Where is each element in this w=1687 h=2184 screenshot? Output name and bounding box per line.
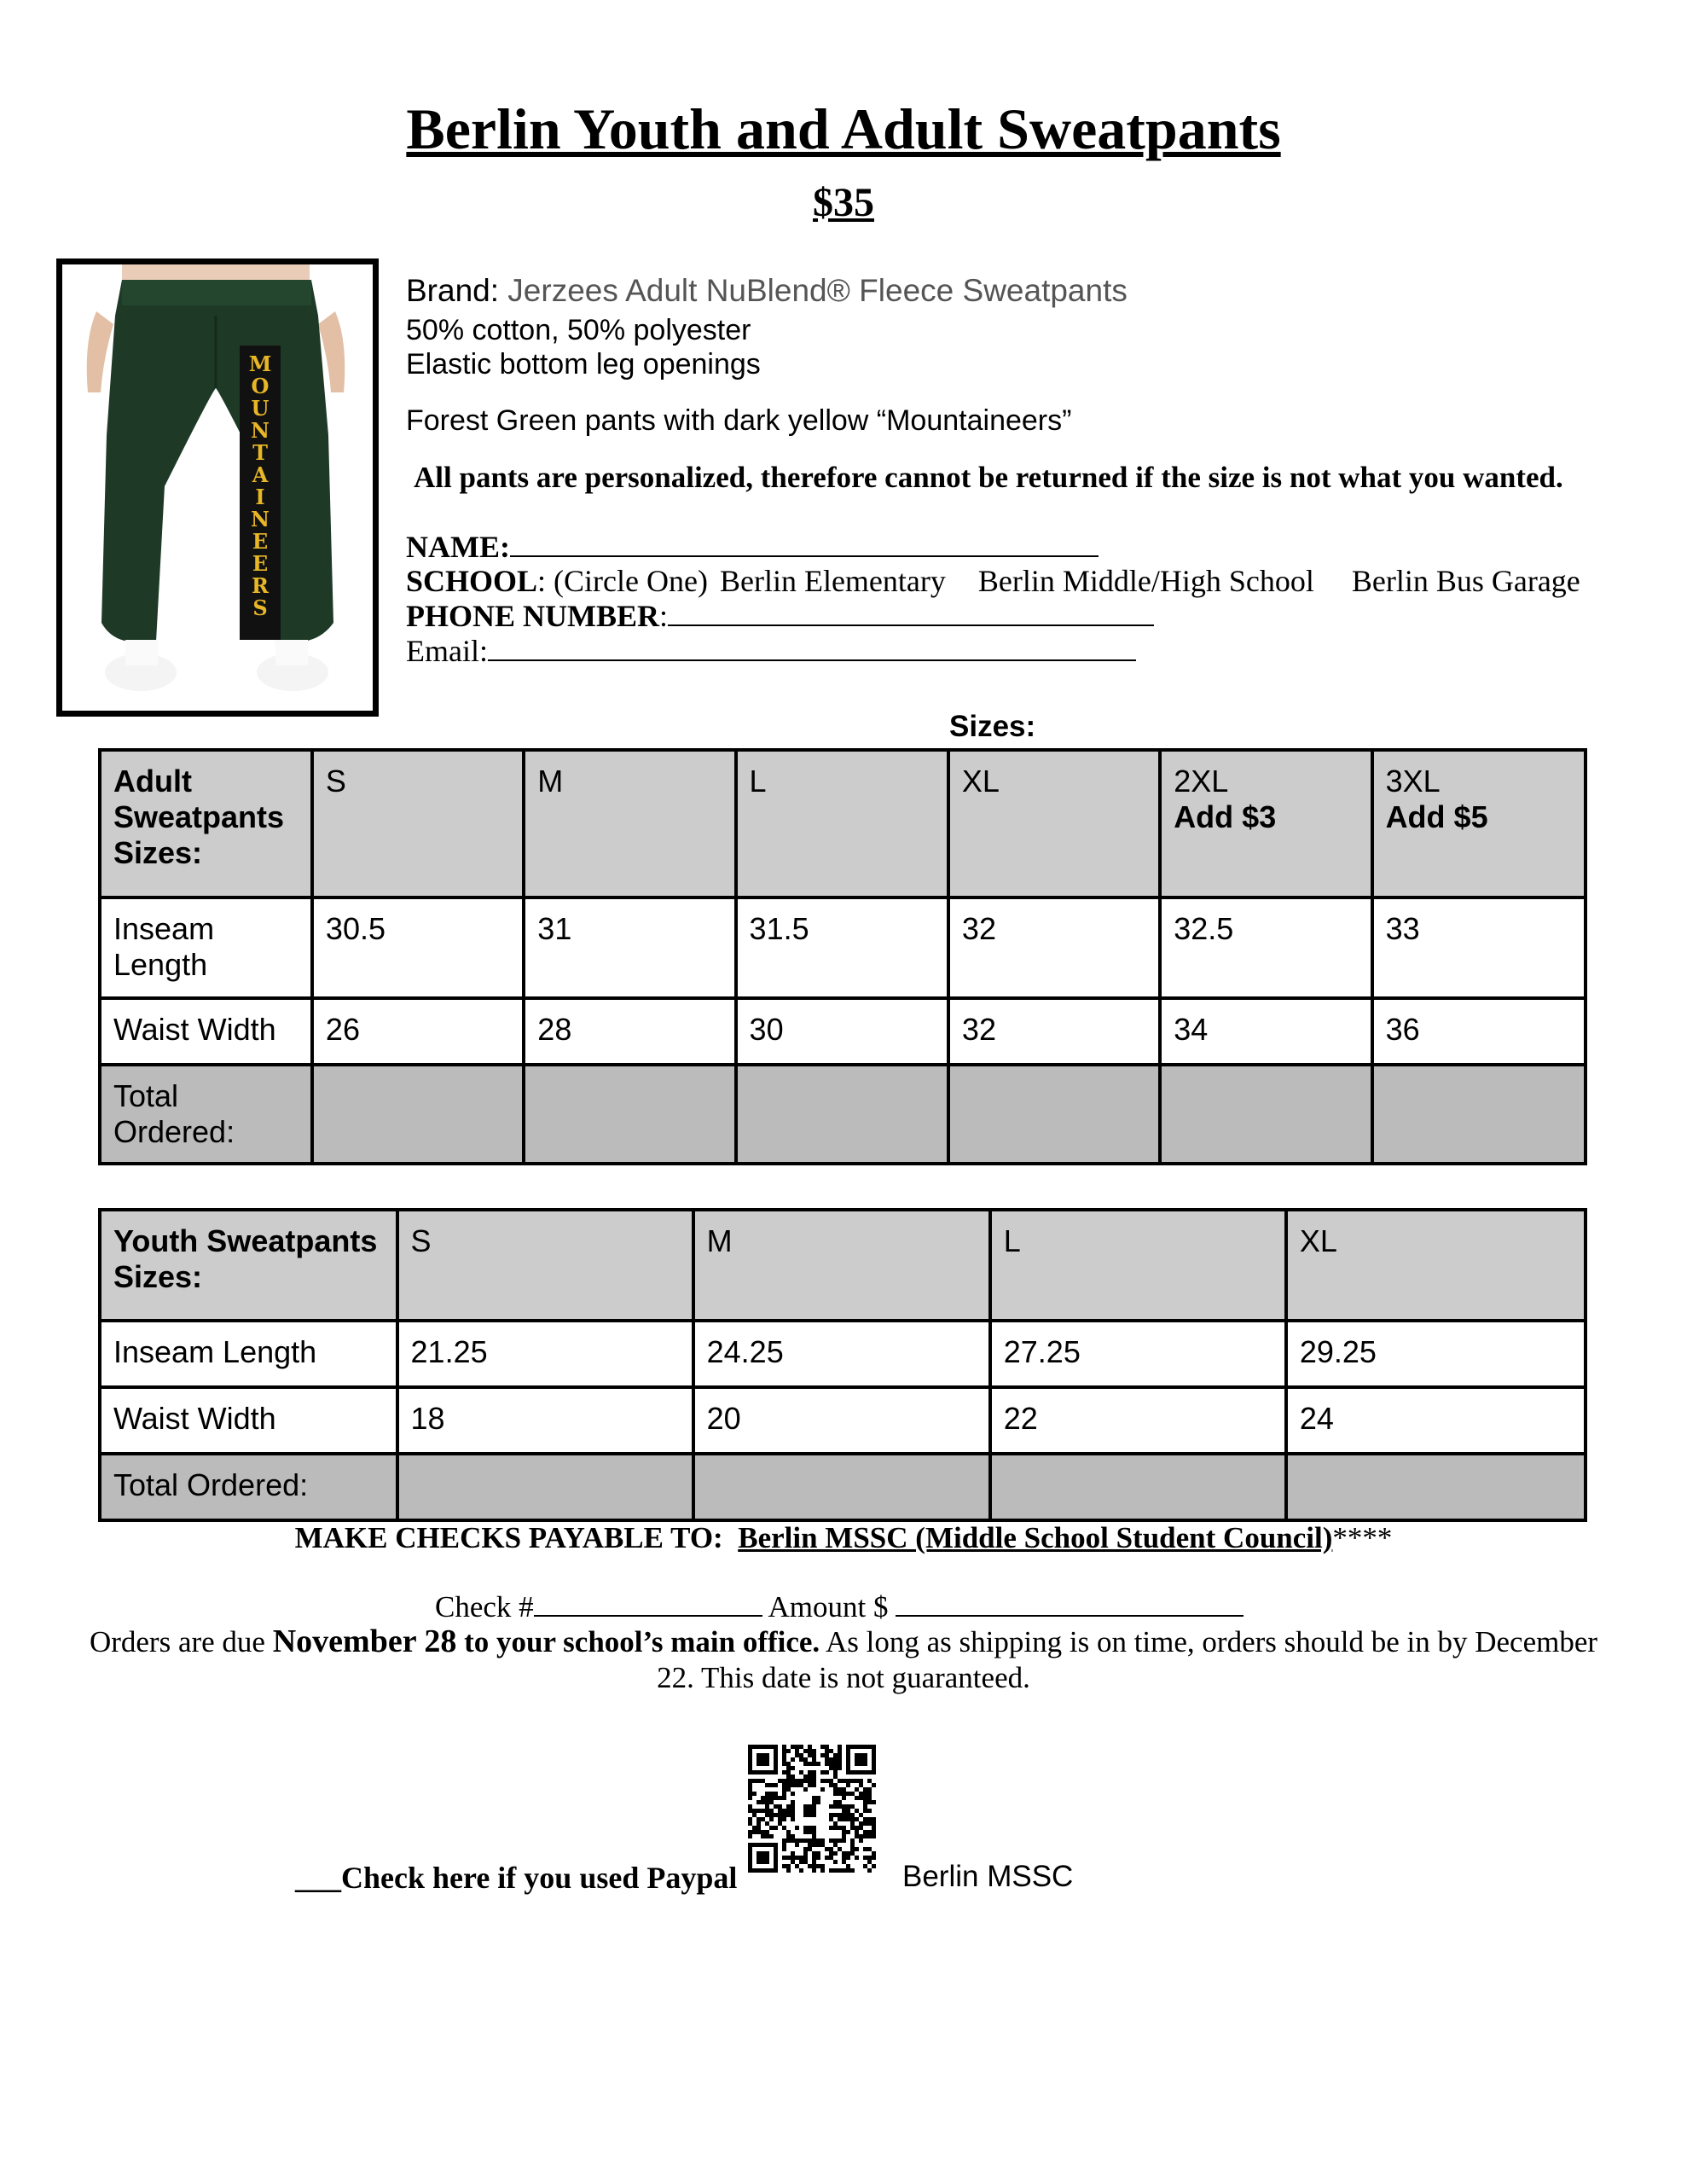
waist-cell: 32 — [948, 998, 1160, 1065]
school-hint: : (Circle One) — [537, 564, 708, 598]
waist-cell: 28 — [524, 998, 735, 1065]
amount-label: Amount $ — [768, 1590, 889, 1623]
youth-size-table — [98, 1208, 1587, 1522]
adult-size-cell — [312, 750, 524, 897]
table-row — [100, 1210, 1586, 1321]
size-label: M — [537, 764, 564, 799]
inseam-cell: 31.5 — [736, 897, 948, 998]
table-row — [100, 897, 1586, 998]
adult-size-cell — [1160, 750, 1371, 897]
school-field — [406, 563, 1580, 599]
phone-label: PHONE NUMBER — [406, 599, 659, 633]
email-field[interactable] — [406, 633, 1136, 669]
sizes-heading: Sizes: — [949, 710, 1036, 743]
payee: Berlin MSSC (Middle School Student Council) — [738, 1521, 1333, 1554]
qr-caption: Berlin MSSC — [902, 1860, 1074, 1893]
size-label: L — [749, 764, 767, 799]
name-field[interactable] — [406, 529, 1099, 565]
youth-size-cell: XL — [1286, 1210, 1586, 1321]
inseam-cell: 27.25 — [990, 1321, 1286, 1387]
inseam-cell: 33 — [1372, 897, 1586, 998]
total-ordered-cell[interactable] — [1372, 1065, 1586, 1164]
paypal-qr-code[interactable] — [748, 1745, 876, 1873]
school-option-middle-high[interactable]: Berlin Middle/High School — [977, 564, 1314, 598]
inseam-cell: 32 — [948, 897, 1160, 998]
waist-cell: 36 — [1372, 998, 1586, 1065]
email-line[interactable] — [488, 634, 1136, 661]
total-ordered-cell[interactable] — [397, 1454, 693, 1520]
due-place: to your school’s main office. — [464, 1625, 820, 1658]
total-ordered-cell[interactable] — [1160, 1065, 1371, 1164]
total-ordered-label: Total Ordered: — [100, 1454, 397, 1520]
checks-label: MAKE CHECKS PAYABLE TO: — [294, 1521, 723, 1554]
inseam-cell: 21.25 — [397, 1321, 693, 1387]
adult-size-cell — [948, 750, 1160, 897]
return-policy: All pants are personalized, therefore cannot be returned if the size is not what you wanted. — [414, 461, 1563, 494]
brand-line — [406, 273, 1128, 309]
total-ordered-cell[interactable] — [1286, 1454, 1586, 1520]
waist-cell: 34 — [1160, 998, 1371, 1065]
email-label: Email: — [406, 634, 488, 668]
leg-openings-text: Elastic bottom leg openings — [406, 348, 761, 380]
inseam-cell: 24.25 — [693, 1321, 990, 1387]
name-line[interactable] — [510, 530, 1099, 557]
table-row — [100, 1387, 1586, 1454]
waist-label: Waist Width — [100, 998, 312, 1065]
school-option-bus-garage[interactable]: Berlin Bus Garage — [1351, 564, 1580, 598]
total-ordered-cell[interactable] — [948, 1065, 1160, 1164]
check-number-label: Check # — [435, 1590, 534, 1623]
table-row — [100, 750, 1586, 897]
product-photo — [56, 258, 379, 717]
amount-line[interactable] — [896, 1589, 1244, 1617]
total-ordered-label: Total Ordered: — [100, 1065, 312, 1164]
adult-size-cell — [524, 750, 735, 897]
waist-cell: 24 — [1286, 1387, 1586, 1454]
size-label: XL — [961, 764, 1000, 799]
paypal-check[interactable] — [295, 1860, 737, 1896]
mountaineers-lettering: M O U N T A I N E E R S — [248, 351, 272, 620]
phone-line[interactable] — [668, 599, 1154, 626]
waist-cell: 22 — [990, 1387, 1286, 1454]
total-ordered-cell[interactable] — [736, 1065, 948, 1164]
paypal-check-text: Check here if you used Paypal — [341, 1861, 738, 1895]
brand-value: Jerzees Adult NuBlend® Fleece Sweatpants — [507, 273, 1128, 308]
due-suffix: As long as shipping is on time, orders should be in by December 22. This date is not guaranteed. — [657, 1625, 1598, 1694]
total-ordered-cell[interactable] — [990, 1454, 1286, 1520]
waist-cell: 20 — [693, 1387, 990, 1454]
school-label: SCHOOL — [406, 564, 538, 598]
phone-field[interactable] — [406, 598, 1154, 634]
material-text: 50% cotton, 50% polyester — [406, 314, 751, 346]
check-amount-row — [435, 1589, 1244, 1624]
total-ordered-cell[interactable] — [693, 1454, 990, 1520]
school-option-elementary[interactable]: Berlin Elementary — [719, 564, 946, 598]
adult-header-label: Adult Sweatpants Sizes: — [100, 750, 312, 897]
table-row — [100, 1065, 1586, 1164]
checks-payable-line — [0, 1521, 1687, 1555]
brand-label: Brand: — [406, 273, 500, 308]
adult-size-table — [98, 748, 1587, 1165]
table-row — [100, 998, 1586, 1065]
name-label: NAME: — [406, 530, 510, 564]
due-date: November 28 — [272, 1623, 457, 1659]
check-number-line[interactable] — [534, 1589, 762, 1617]
inseam-label: Inseam Length — [100, 1321, 397, 1387]
waist-cell: 26 — [312, 998, 524, 1065]
payee-stars: **** — [1332, 1521, 1393, 1554]
phone-colon: : — [659, 599, 669, 633]
inseam-label: Inseam Length — [100, 897, 312, 998]
due-prefix: Orders are due — [89, 1625, 265, 1658]
total-ordered-cell[interactable] — [312, 1065, 524, 1164]
total-ordered-cell[interactable] — [524, 1065, 735, 1164]
waist-cell: 18 — [397, 1387, 693, 1454]
price: $35 — [813, 180, 874, 225]
size-note: Add $5 — [1385, 799, 1488, 834]
paypal-blank[interactable]: ___ — [295, 1861, 341, 1895]
table-row — [100, 1321, 1586, 1387]
youth-size-cell: S — [397, 1210, 693, 1321]
inseam-cell: 31 — [524, 897, 735, 998]
waist-label: Waist Width — [100, 1387, 397, 1454]
inseam-cell: 29.25 — [1286, 1321, 1586, 1387]
youth-size-cell: L — [990, 1210, 1286, 1321]
inseam-cell: 32.5 — [1160, 897, 1371, 998]
youth-size-cell: M — [693, 1210, 990, 1321]
youth-header-label: Youth Sweatpants Sizes: — [100, 1210, 397, 1321]
adult-size-cell — [1372, 750, 1586, 897]
size-label: 3XL — [1385, 764, 1441, 799]
size-note: Add $3 — [1174, 799, 1277, 834]
size-label: S — [325, 764, 346, 799]
page-title: Berlin Youth and Adult Sweatpants — [406, 96, 1281, 161]
size-label: 2XL — [1174, 764, 1229, 799]
color-description: Forest Green pants with dark yellow “Mountaineers” — [406, 404, 1072, 437]
inseam-cell: 30.5 — [312, 897, 524, 998]
due-date-text — [68, 1623, 1619, 1696]
waist-cell: 30 — [736, 998, 948, 1065]
table-row — [100, 1454, 1586, 1520]
adult-size-cell — [736, 750, 948, 897]
sweatpants-image — [62, 264, 373, 711]
